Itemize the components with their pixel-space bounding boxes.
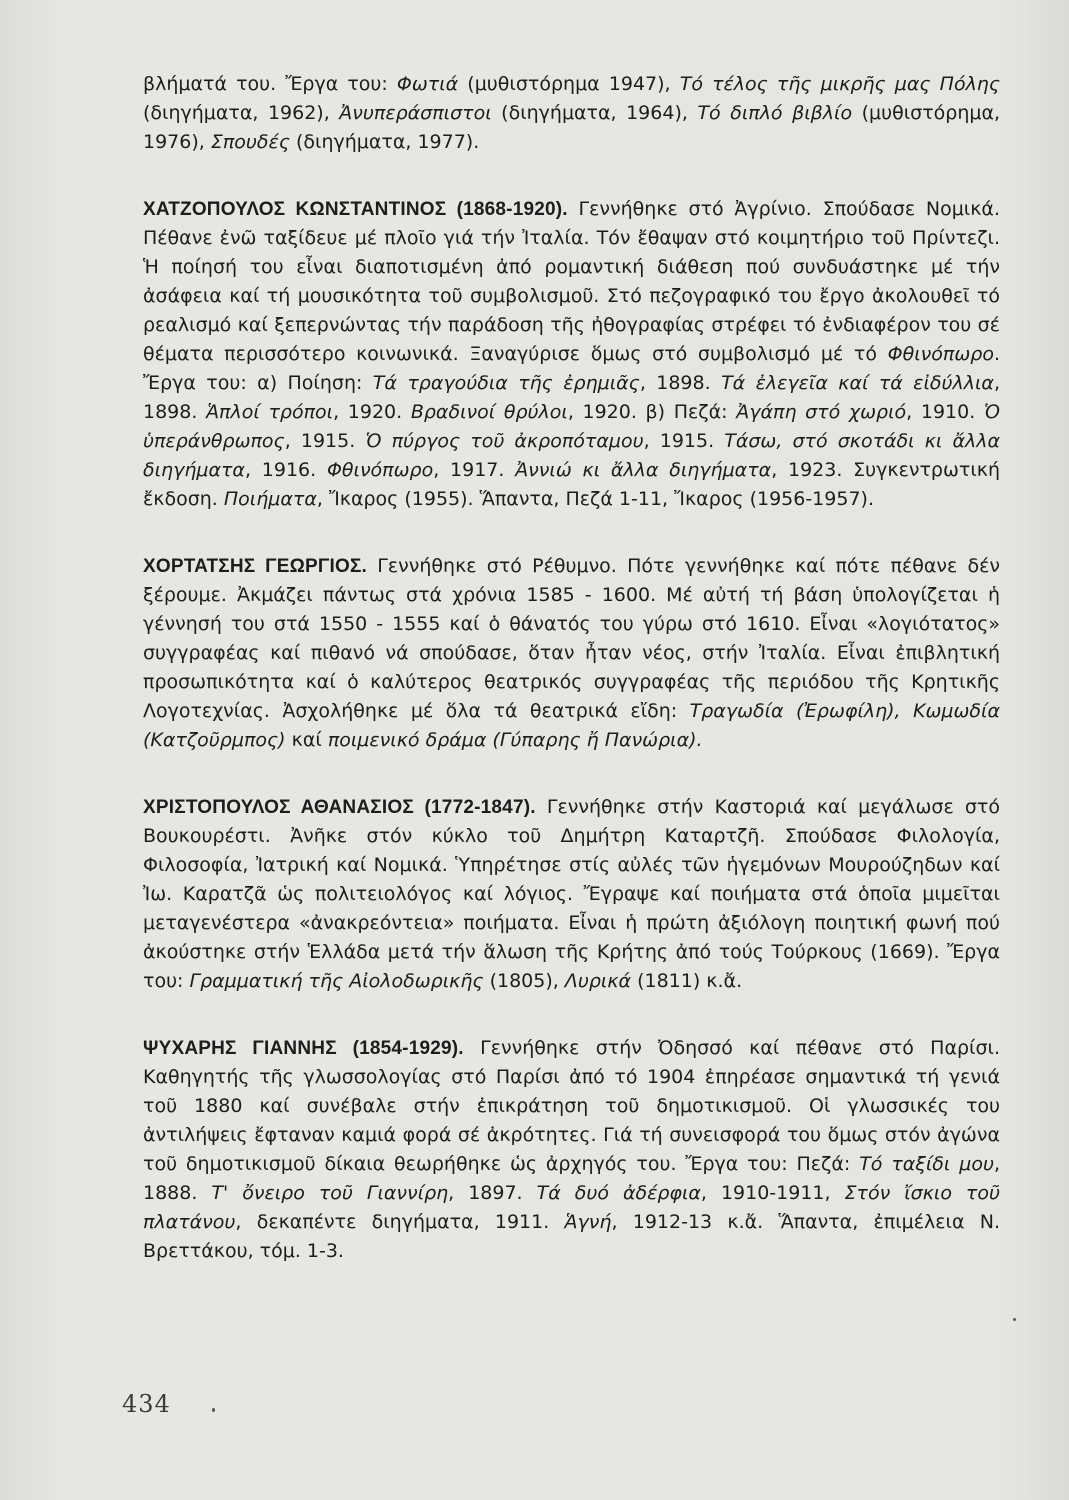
text-segment: , 1897. — [448, 1182, 537, 1204]
page-number: 434 — [122, 1390, 171, 1418]
entry-heading: ΨΥΧΑΡΗΣ ΓΙΑΝΝΗΣ (1854-1929). — [143, 1038, 464, 1059]
text-segment: , 1898. — [639, 372, 722, 394]
text-segment: (μυθιστόρημα, 1976), — [143, 102, 1001, 153]
entry-chatzopoulos — [143, 195, 1000, 514]
text-segment: , 1888. — [143, 1153, 1000, 1204]
italic-title: Ποιήματα — [223, 488, 317, 510]
text-segment: Γεννήθηκε στήν Ὀδησσό καί πέθανε στό Παρίσι. Καθηγητής τῆς γλωσσολογίας στό Παρίσι ἀπό τό 1904 ἐπηρέασε σημαντικά τή γενιά τοῦ 1880 καί συνέβαλε στήν ἐπικράτηση τοῦ δημοτικισμοῦ. Οἱ γλωσσικές του ἀντιλήψεις ἔφταναν καμιά φορά σέ ἀκρότητες. Γιά τή συνεισφορά του ὅμως στόν ἀγώνα τοῦ δημοτικισμοῦ δίκαια θεωρήθηκε ὡς ἀρχηγός του. Ἔργα του: Πεζά: — [143, 1037, 1000, 1175]
text-segment: . Ἔργα του: α) Ποίηση: — [143, 343, 1000, 394]
italic-title: ποιμενικό δράμα (Γύπαρης ἤ Πανώρια). — [327, 729, 703, 751]
text-segment: , 1915. — [643, 430, 725, 452]
text-segment: (μυθιστόρημα 1947), — [458, 73, 680, 95]
text-segment: , 1923. Συγκεντρωτική ἔκδοση. — [143, 459, 1000, 510]
entry-paragraph — [143, 195, 1000, 514]
entry-paragraph — [143, 1034, 1000, 1266]
text-segment: (διηγήματα, 1964), — [491, 102, 698, 124]
text-segment: , 1910. — [906, 401, 984, 423]
text-segment: βλήματά του. Ἔργα του: — [143, 73, 397, 95]
ink-speck — [212, 1408, 215, 1412]
intro-paragraph — [143, 70, 1000, 157]
italic-title: Στόν ἴσκιο τοῦ πλατάνου — [143, 1182, 1000, 1233]
text-segment: καί — [285, 729, 328, 751]
entry-body — [143, 796, 1000, 992]
text-segment: (1805), — [483, 970, 565, 992]
italic-title: Λυρικά — [564, 970, 632, 992]
italic-title: Φωτιά — [396, 73, 459, 95]
entry-body — [143, 1037, 1000, 1262]
italic-title: Ἁπλοί τρόποι — [206, 401, 334, 423]
italic-title: Τ' ὄνειρο τοῦ Γιαννίρη — [211, 1182, 449, 1204]
entry-body — [143, 198, 1000, 510]
italic-title: Τραγωδία (Ἐρωφίλη), Κωμωδία (Κατζοῦρμπος) — [143, 700, 1000, 751]
italic-title: Γραμματική τῆς Αἰολοδωρικῆς — [189, 970, 484, 992]
italic-title: Ἁγνή — [564, 1211, 612, 1233]
italic-title: Φθινόπωρο — [326, 459, 434, 481]
italic-title: Ἀνυπεράσπιστοι — [339, 102, 492, 124]
text-segment: , 1912-13 κ.ἄ. Ἅπαντα, ἐπιμέλεια Ν. Βρεττάκου, τόμ. 1-3. — [143, 1211, 1000, 1262]
italic-title: Τό τέλος τῆς μικρῆς μας Πόλης — [679, 73, 1001, 95]
italic-title: Τά τραγούδια τῆς ἐρημιᾶς — [372, 372, 640, 394]
text-segment: (διηγήματα, 1977). — [289, 131, 480, 153]
ink-speck — [1013, 1318, 1016, 1321]
entry-paragraph — [143, 552, 1000, 755]
text-segment: , 1917. — [433, 459, 516, 481]
text-segment: (διηγήματα, 1962), — [143, 102, 340, 124]
text-segment: , Ἴκαρος (1955). Ἅπαντα, Πεζά 1-11, Ἴκαρος (1956-1957). — [316, 488, 874, 510]
entry-chortatsis — [143, 552, 1000, 755]
text-segment: Γεννήθηκε στήν Καστοριά καί μεγάλωσε στό Βουκουρέστι. Ἀνῆκε στόν κύκλο τοῦ Δημήτρη Καταρτζῆ. Σπούδασε Φιλολογία, Φιλοσοφία, Ἰατρική καί Νομικά. Ὑπηρέτησε στίς αὐλές τῶν ἡγεμόνων Μουρούζηδων καί Ἰω. Καρατζᾶ ὡς πολιτειολόγος καί λόγιος. Ἔγραψε καί ποιήματα στά ὁποῖα μιμεῖται μεταγενέστερα «ἀνακρεόντεια» ποιήματα. Εἶναι ἡ πρώτη ἀξιόλογη ποιητική φωνή πού ἀκούστηκε στήν Ἑλλάδα μετά τήν ἅλωση τῆς Κρήτης ἀπό τούς Τούρκους (1669). Ἔργα του: — [143, 796, 1000, 992]
text-segment: Γεννήθηκε στό Ρέθυμνο. Πότε γεννήθηκε καί πότε πέθανε δέν ξέρουμε. Ἀκμάζει πάντως στά χρόνια 1585 - 1600. Μέ αὐτή τή βάση ὑπολογίζεται ἡ γέννησή του στά 1550 - 1555 καί ὁ θάνατός του γύρω στό 1610. Εἶναι «λογιότατος» συγγραφέας καί πιθανό νά σπούδασε, ὅταν ἦταν νέος, στήν Ἰταλία. Εἶναι ἐπιβλητική προσωπικότητα καί ὁ καλύτερος θεατρικός συγγραφέας τῆς περιόδου τῆς Κρητικῆς Λογοτεχνίας. Ἀσχολήθηκε μέ ὅλα τά θεατρικά εἴδη: — [143, 555, 1000, 722]
text-segment: , δεκαπέντε διηγήματα, 1911. — [235, 1211, 565, 1233]
italic-title: Τάσω, στό σκοτάδι κι ἄλλα διηγήματα — [143, 430, 1000, 481]
entry-heading: ΧΑΤΖΟΠΟΥΛΟΣ ΚΩΝΣΤΑΝΤΙΝΟΣ (1868-1920). — [143, 199, 568, 220]
text-segment: , 1910-1911, — [700, 1182, 845, 1204]
italic-title: Τό ταξίδι μου — [859, 1153, 994, 1175]
italic-title: Τά ἐλεγεῖα καί τά εἰδύλλια — [721, 372, 994, 394]
italic-title: Ἀννιώ κι ἄλλα διηγήματα — [515, 459, 772, 481]
text-segment: , 1915. — [284, 430, 366, 452]
italic-title: Τό διπλό βιβλίο — [697, 102, 853, 124]
italic-title: Ὁ ὑπεράνθρωπος — [143, 401, 1001, 452]
italic-title: Ἀγάπη στό χωριό — [736, 401, 907, 423]
text-segment: , 1898. — [143, 372, 1000, 423]
entry-body — [143, 555, 1000, 751]
entry-christopoulos — [143, 793, 1000, 996]
text-segment: (1811) κ.ἄ. — [631, 970, 743, 992]
italic-title: Φθινόπωρο — [887, 343, 994, 365]
italic-title: Σπουδές — [210, 131, 290, 153]
text-segment: , 1920. — [333, 401, 411, 423]
italic-title: Τά δυό ἀδέρφια — [536, 1182, 701, 1204]
page-content — [143, 70, 1000, 1304]
text-segment: , 1916. — [244, 459, 327, 481]
entry-psycharis — [143, 1034, 1000, 1266]
entry-heading: ΧΡΙΣΤΟΠΟΥΛΟΣ ΑΘΑΝΑΣΙΟΣ (1772-1847). — [143, 797, 536, 818]
entry-heading: ΧΟΡΤΑΤΣΗΣ ΓΕΩΡΓΙΟΣ. — [143, 556, 368, 577]
italic-title: Βραδινοί θρύλοι — [410, 401, 568, 423]
text-segment: , 1920. β) Πεζά: — [567, 401, 737, 423]
italic-title: Ὁ πύργος τοῦ ἀκροπόταμου — [365, 430, 644, 452]
text-segment: Γεννήθηκε στό Ἀγρίνιο. Σπούδασε Νομικά. Πέθανε ἐνῶ ταξίδευε μέ πλοῖο γιά τήν Ἰταλία. Τόν ἔθαψαν στό κοιμητήριο τοῦ Πρίντεζι. Ἡ ποίησή του εἶναι διαποτισμένη ἀπό ρομαντική διάθεση πού συνδυάστηκε μέ τήν ἀσάφεια καί τή μουσικότητα τοῦ συμβολισμοῦ. Στό πεζογραφικό του ἔργο ἀκολουθεῖ τό ρεαλισμό καί ξεπερνώντας τήν παράδοση τῆς ἠθογραφίας στρέφει τό ἐνδιαφέρον του σέ θέματα περισσότερο κοινωνικά. Ξαναγύρισε ὅμως στό συμβολισμό μέ τό — [143, 198, 1000, 365]
entry-paragraph — [143, 793, 1000, 996]
